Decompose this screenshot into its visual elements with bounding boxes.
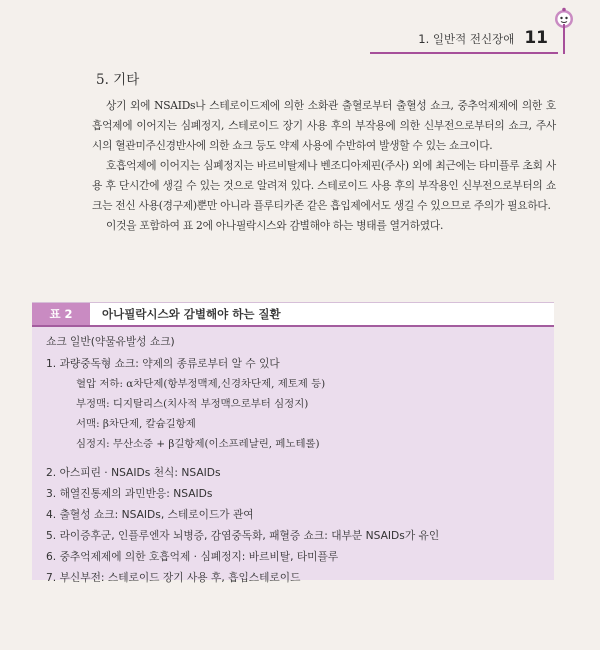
page-number: 11 — [524, 28, 548, 48]
header-rule — [370, 52, 558, 54]
list-item: 6. 중추억제제에 의한 호흡억제 · 심폐정지: 바르비탈, 타미플루 — [46, 550, 339, 563]
table-tag: 표 2 — [32, 303, 90, 325]
paragraph: 호흡억제에 이어지는 심폐정지는 바르비탈제나 벤조디아제핀(주사) 외에 최근에는 타미플루 초회 사용 후 단시간에 생길 수 있는 것으로 알려져 있다. 스테로이드 사용 후의 부작용인 신부전으로부터의 쇼크는 전신 사용(경구제)뿐만 아니라 플루티카존 같은 흡입제에서도 생길 수 있으므로 주의가 필요하다. — [92, 159, 556, 212]
table-title: 아나필락시스와 감별해야 하는 질환 — [102, 307, 281, 321]
list-item: 4. 출혈성 쇼크: NSAIDs, 스테로이드가 관여 — [46, 508, 254, 521]
list-item: 7. 부신부전: 스테로이드 장기 사용 후, 흡입스테로이드 — [46, 571, 301, 584]
body-text — [92, 96, 556, 236]
paragraph: 이것을 포함하여 표 2에 아나필락시스와 감별해야 하는 병태를 열거하였다. — [106, 219, 444, 232]
table-header — [32, 302, 554, 327]
chapter-title: 1. 일반적 전신장애 — [418, 32, 515, 46]
list-item: 1. 과량중독형 쇼크: 약제의 종류로부터 알 수 있다 — [46, 357, 280, 370]
list-subitem: 부정맥: 디지탈리스(치사적 부정맥으로부터 심정지) — [76, 398, 309, 410]
list-subitem: 혈압 저하: α차단제(항부정맥제,신경차단제, 제토제 등) — [76, 378, 326, 390]
list-item: 3. 해열진통제의 과민반응: NSAIDs — [46, 487, 213, 500]
list-subitem: 심정지: 무산소증 + β길항제(이소프레날린, 페노테롤) — [76, 438, 320, 450]
table-body — [46, 334, 546, 588]
running-header — [418, 28, 548, 48]
section-title: 5. 기타 — [96, 72, 140, 88]
table-group-header: 쇼크 일반(약물유발성 쇼크) — [46, 335, 175, 348]
list-subitem: 서맥: β차단제, 칼슘길항제 — [76, 418, 196, 430]
table-2 — [32, 302, 554, 584]
list-item: 2. 아스피린 · NSAIDs 천식: NSAIDs — [46, 466, 221, 479]
header-vertical-rule — [563, 24, 565, 54]
paragraph: 상기 외에 NSAIDs나 스테로이드제에 의한 소화관 출혈로부터 출혈성 쇼크, 중추억제제에 의한 호흡억제에 이어지는 심폐정지, 스테로이드 장기 사용 후의 부작용에 의한 신부전으로부터의 쇼크, 주사 시의 혈관미주신경반사에 의한 쇼크 등도 약제 사용에 수반하여 발생할 수 있는 쇼크이다. — [92, 99, 556, 152]
list-item: 5. 라이증후군, 인플루엔자 뇌병증, 감염중독화, 패혈증 쇼크: 대부분 NSAIDs가 유인 — [46, 529, 440, 542]
